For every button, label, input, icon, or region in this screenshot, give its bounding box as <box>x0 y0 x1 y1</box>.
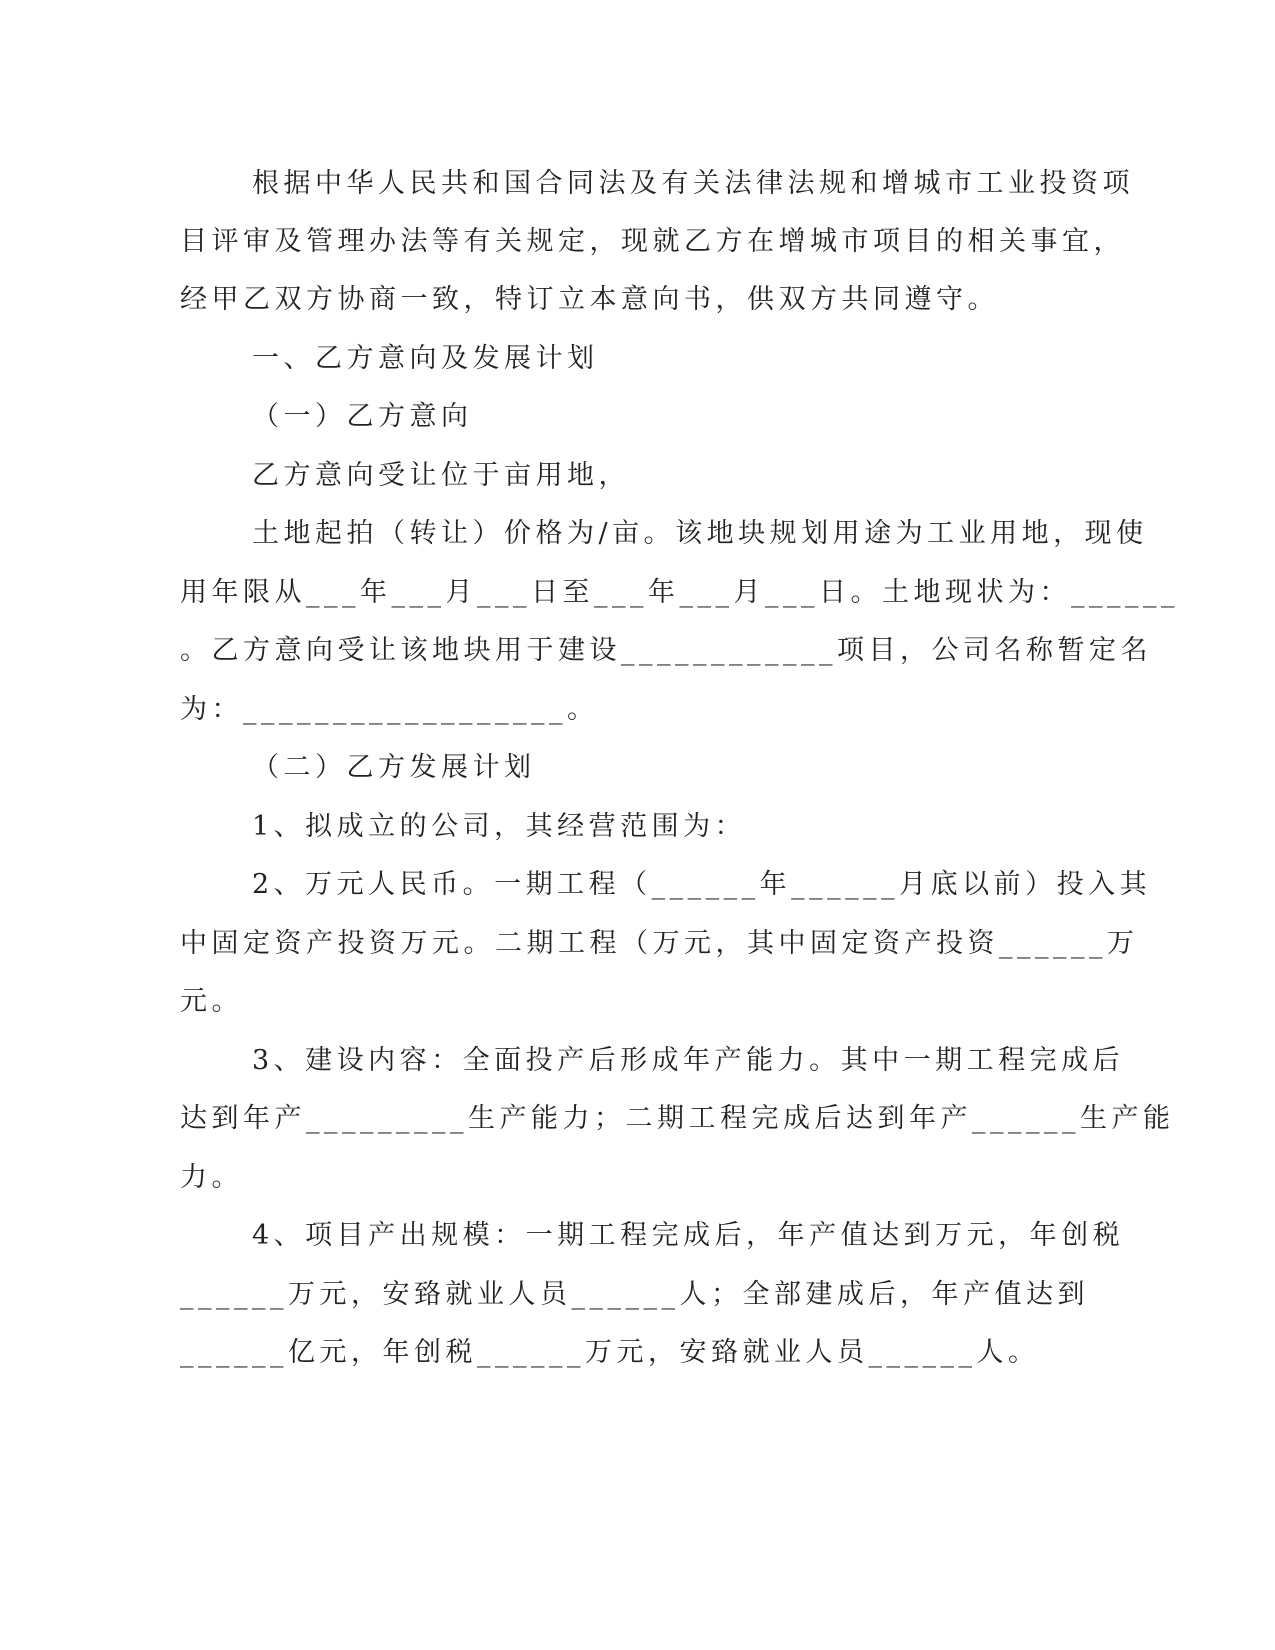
paragraph-line: 中固定资产投资万元。二期工程（万元，其中固定资产投资______万 <box>180 928 1139 959</box>
paragraph-line: 达到年产_________生产能力；二期工程完成后达到年产______生产能 <box>180 1103 1175 1134</box>
paragraph-line: 根据中华人民共和国合同法及有关法律法规和增城市工业投资项 <box>252 168 1134 199</box>
paragraph-line: ______万元，安臵就业人员______人；全部建成后，年产值达到 <box>180 1279 1089 1310</box>
paragraph-line: 为：__________________。 <box>180 694 599 725</box>
list-item: 2、万元人民币。一期工程（______年______月底以前）投入其 <box>252 869 1152 900</box>
paragraph-line: 元。 <box>180 986 243 1017</box>
paragraph-line: ______亿元，年创税______万元，安臵就业人员______人。 <box>180 1337 1040 1368</box>
list-item: 1、拟成立的公司，其经营范围为： <box>252 811 747 842</box>
subsection-heading: （二）乙方发展计划 <box>252 752 536 783</box>
list-item: 4、项目产出规模：一期工程完成后，年产值达到万元，年创税 <box>252 1220 1125 1251</box>
paragraph-line: 经甲乙双方协商一致，特订立本意向书，供双方共同遵守。 <box>180 284 999 315</box>
subsection-heading: （一）乙方意向 <box>252 401 473 432</box>
paragraph-line: 土地起拍（转让）价格为/亩。该地块规划用途为工业用地，现使 <box>252 518 1148 549</box>
section-heading: 一、乙方意向及发展计划 <box>252 343 599 374</box>
list-item: 3、建设内容：全面投产后形成年产能力。其中一期工程完成后 <box>252 1045 1125 1076</box>
paragraph-line: 力。 <box>180 1162 243 1193</box>
paragraph-line: 用年限从___年___月___日至___年___月___日。土地现状为：______ <box>180 577 1179 608</box>
paragraph-line: 乙方意向受让位于亩用地， <box>252 460 630 491</box>
paragraph-line: 。乙方意向受让该地块用于建设____________项目，公司名称暂定名 <box>180 635 1152 666</box>
paragraph-line: 目评审及管理办法等有关规定，现就乙方在增城市项目的相关事宜， <box>180 226 1125 257</box>
